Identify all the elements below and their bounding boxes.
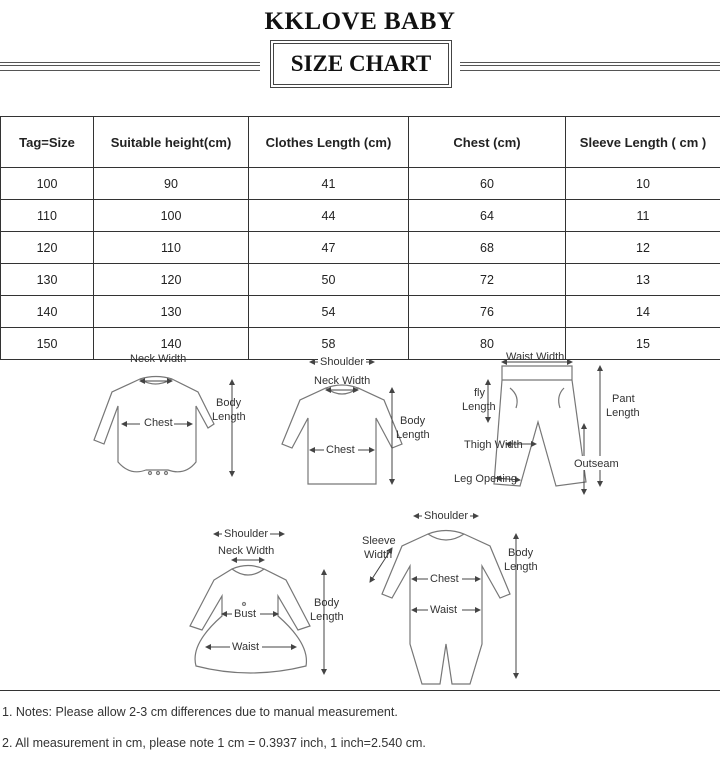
table-cell: 110 [94,232,249,264]
table-cell: 68 [409,232,566,264]
table-cell: 76 [409,296,566,328]
table-cell: 64 [409,200,566,232]
table-cell: 120 [94,264,249,296]
table-cell: 60 [409,168,566,200]
dress-waist-label: Waist [232,641,260,653]
bodysuit-body-label: Body [216,397,242,409]
table-cell: 140 [94,328,249,360]
table-cell: 90 [94,168,249,200]
table-cell: 54 [249,296,409,328]
table-cell: 41 [249,168,409,200]
pants-outseam-label: Outseam [574,458,619,470]
table-cell: 10 [566,168,720,200]
table-cell: 11 [566,200,720,232]
measurement-diagrams [0,344,720,691]
column-header-tag-size: Tag=Size [1,117,94,168]
pants-fly-label: fly [474,387,485,399]
brand-name: KKLOVE BABY [264,8,456,35]
dress-neck-label: Neck Width [218,545,275,557]
column-header-chest: Chest (cm) [409,117,566,168]
table-header-row [1,117,720,168]
table-cell: 58 [249,328,409,360]
title-box [270,40,452,88]
pants-length-label: Length [606,407,640,419]
table-cell: 13 [566,264,720,296]
pants-leg-opening-label: Leg Opening [454,473,517,485]
romper-sleeve-width-label: Width [364,549,393,561]
table-row [1,168,720,200]
note-conversion: 2. All measurement in cm, please note 1 cm = 0.3937 inch, 1 inch=2.540 cm. [2,736,426,750]
top-outline [282,385,402,484]
romper-shoulder-label: Shoulder [424,510,469,522]
table-cell: 14 [566,296,720,328]
table-cell: 15 [566,328,720,360]
decorative-rule-right [460,62,720,71]
romper-chest-label: Chest [430,573,459,585]
table-cell: 130 [94,296,249,328]
top-body-label: Body [400,415,426,427]
top-length-label: Length [396,429,430,441]
table-cell: 150 [1,328,94,360]
size-table [0,116,720,360]
table-cell: 47 [249,232,409,264]
table-cell: 72 [409,264,566,296]
note-allowance: 1. Notes: Please allow 2-3 cm differences due to manual measurement. [2,705,398,719]
dress-bust-label: Bust [234,608,257,620]
table-cell: 140 [1,296,94,328]
table-row [1,232,720,264]
table-row [1,264,720,296]
table-cell: 130 [1,264,94,296]
top-chest-label: Chest [326,444,355,456]
decorative-rule-left [0,62,260,71]
top-neck-label: Neck Width [314,375,371,387]
column-header-height: Suitable height(cm) [94,117,249,168]
table-row [1,200,720,232]
dress-length-label: Length [310,611,344,623]
pants-waist-label: Waist Width [506,351,565,363]
romper-sleeve-label: Sleeve [362,535,396,547]
table-cell: 120 [1,232,94,264]
table-cell: 110 [1,200,94,232]
dress-body-label: Body [314,597,340,609]
page-title: SIZE CHART [273,43,449,85]
table-cell: 50 [249,264,409,296]
bodysuit-chest-label: Chest [144,417,173,429]
column-header-sleeve-length: Sleeve Length ( cm ) [566,117,720,168]
bodysuit-neck-label: Neck Width [130,353,187,365]
column-header-clothes-length: Clothes Length (cm) [249,117,409,168]
top-shoulder-label: Shoulder [320,356,365,368]
table-cell: 100 [1,168,94,200]
table-row [1,296,720,328]
table-cell: 80 [409,328,566,360]
dress-shoulder-label: Shoulder [224,528,269,540]
pants-thigh-label: Thigh Width [464,439,523,451]
measurement-illustration [0,344,720,690]
romper-body-label: Body [508,547,534,559]
pants-pant-label: Pant [612,393,635,405]
romper-length-label: Length [504,561,538,573]
table-cell: 44 [249,200,409,232]
bodysuit-length-label: Length [212,411,246,423]
table-cell: 12 [566,232,720,264]
table-cell: 100 [94,200,249,232]
romper-waist-label: Waist [430,604,458,616]
pants-fly-length-label: Length [462,401,496,413]
